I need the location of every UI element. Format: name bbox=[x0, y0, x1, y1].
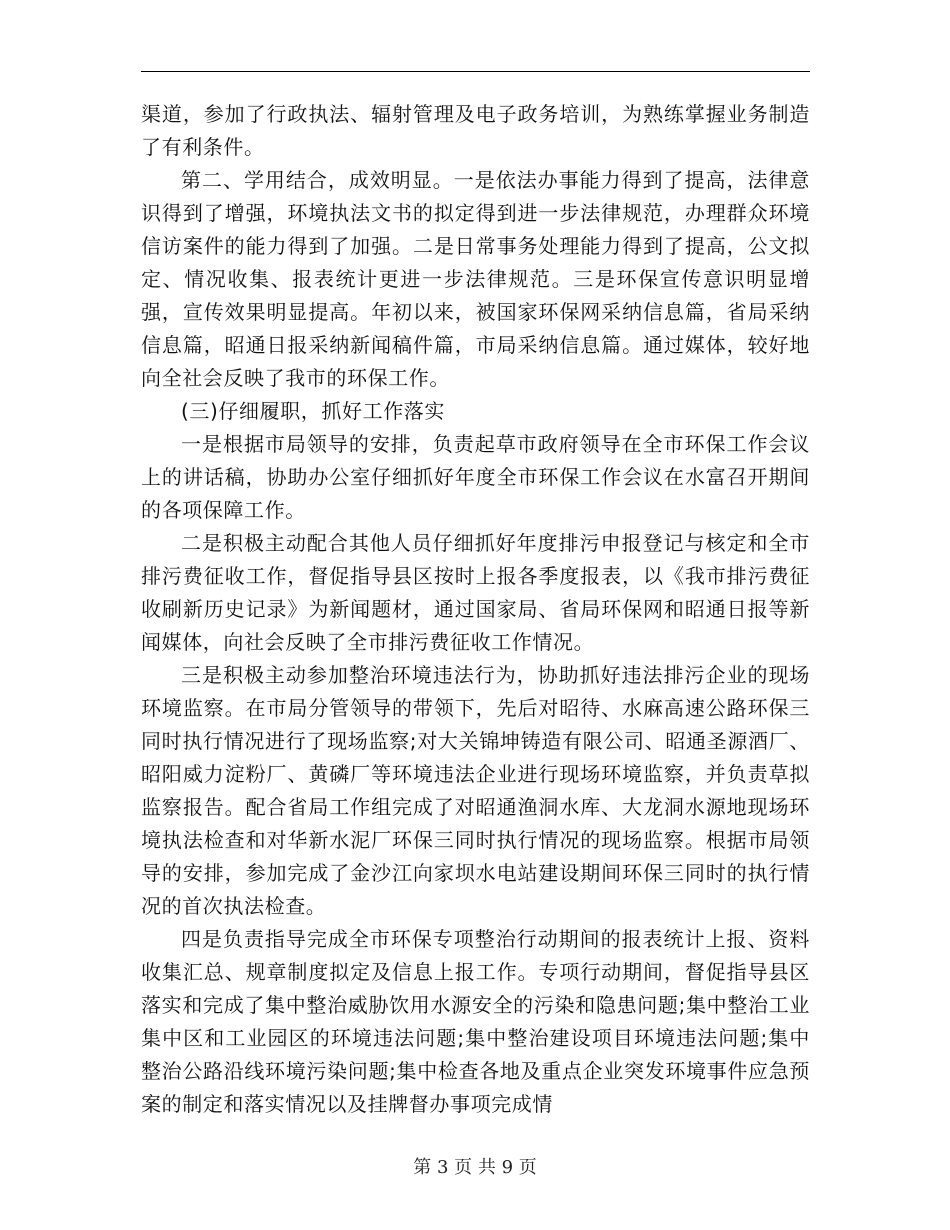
paragraph-4: 二是积极主动配合其他人员仔细抓好年度排污申报登记与核定和全市排污费征收工作，督促指导县区按时上报各季度报表，以《我市排污费征收刷新历史记录》为新闻题材，通过国家局、省局环保网和昭通日报等新闻媒体，向社会反映了全市排污费征收工作情况。 bbox=[141, 531, 810, 654]
document-body bbox=[141, 98, 810, 1121]
paragraph-1: 渠道，参加了行政执法、辐射管理及电子政务培训，为熟练掌握业务制造了有利条件。 bbox=[141, 102, 810, 159]
paragraph-5: 三是积极主动参加整治环境违法行为，协助抓好违法排污企业的现场环境监察。在市局分管领导的带领下，先后对昭待、水麻高速公路环保三同时执行情况进行了现场监察;对大关锦坤铸造有限公司、昭通圣源酒厂、昭阳威力淀粉厂、黄磷厂等环境违法企业进行现场环境监察，并负责草拟监察报告。配合省局工作组完成了对昭通渔洞水库、大龙洞水源地现场环境执法检查和对华新水泥厂环保三同时执行情况的现场监察。根据市局领导的安排，参加完成了金沙江向家坝水电站建设期间环保三同时的执行情况的首次执法检查。 bbox=[141, 663, 810, 918]
header-rule bbox=[141, 71, 810, 72]
paragraph-3: 一是根据市局领导的安排，负责起草市政府领导在全市环保工作会议上的讲话稿，协助办公室仔细抓好年度全市环保工作会议在水富召开期间的各项保障工作。 bbox=[141, 432, 810, 522]
paragraph-6: 四是负责指导完成全市环保专项整治行动期间的报表统计上报、资料收集汇总、规章制度拟定及信息上报工作。专项行动期间，督促指导县区落实和完成了集中整治威胁饮用水源安全的污染和隐患问题;集中整治工业集中区和工业园区的环境违法问题;集中整治建设项目环境违法问题;集中整治公路沿线环境污染问题;集中检查各地及重点企业突发环境事件应急预案的制定和落实情况以及挂牌督办事项完成情 bbox=[141, 927, 810, 1116]
page-footer: 第 3 页 共 9 页 bbox=[413, 1157, 537, 1178]
section-heading: (三)仔细履职，抓好工作落实 bbox=[181, 399, 446, 423]
paragraph-2: 第二、学用结合，成效明显。一是依法办事能力得到了提高，法律意识得到了增强，环境执法文书的拟定得到进一步法律规范，办理群众环境信访案件的能力得到了加强。二是日常事务处理能力得到了提高，公文拟定、情况收集、报表统计更进一步法律规范。三是环保宣传意识明显增强，宣传效果明显提高。年初以来，被国家环保网采纳信息篇，省局采纳信息篇，昭通日报采纳新闻稿件篇，市局采纳信息篇。通过媒体，较好地向全社会反映了我市的环保工作。 bbox=[141, 168, 810, 390]
